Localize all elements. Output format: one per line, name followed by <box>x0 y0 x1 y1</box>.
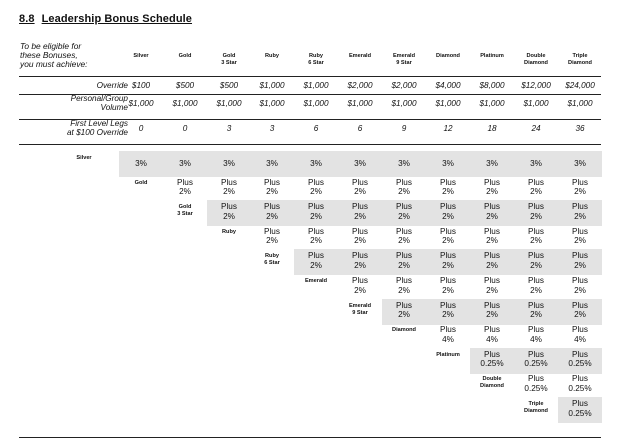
bonus-percent: 2% <box>223 187 235 197</box>
bonus-rank-line1: Gold <box>178 204 192 211</box>
bonus-rank-line1: Platinum <box>436 351 460 358</box>
bonus-plus: Plus <box>440 251 456 261</box>
bonus-plus: Plus <box>572 300 588 310</box>
rank-header-line2: 9 Star <box>396 59 412 66</box>
bonus-cell <box>558 399 602 418</box>
bonus-cell <box>163 178 207 197</box>
bonus-percent: 4% <box>530 334 542 344</box>
rank-header-line1: Diamond <box>436 53 460 59</box>
bonus-plus: Plus <box>528 202 544 212</box>
bonus-percent: 0.25% <box>568 383 592 393</box>
rank-header <box>382 53 426 67</box>
requirement-value: $500 <box>175 81 195 90</box>
bonus-cell <box>338 227 382 246</box>
requirement-value: $1,000 <box>479 99 505 108</box>
bonus-cell <box>250 178 294 197</box>
bonus-percent: 2% <box>354 285 366 295</box>
rank-header <box>294 53 338 67</box>
bonus-cell <box>294 202 338 221</box>
bonus-plus: Plus <box>221 202 237 212</box>
bonus-cell <box>382 178 426 197</box>
bonus-percent: 2% <box>310 236 322 246</box>
bonus-cell <box>426 159 470 169</box>
bonus-percent: 2% <box>310 211 322 221</box>
bonus-plus: Plus <box>396 202 412 212</box>
requirement-value: $2,000 <box>347 81 373 90</box>
bonus-percent: 4% <box>486 334 498 344</box>
bonus-plus: Plus <box>221 177 237 187</box>
bonus-percent: 2% <box>530 285 542 295</box>
bonus-plus: Plus <box>528 349 544 359</box>
bonus-cell <box>382 251 426 270</box>
eligibility-intro <box>20 42 88 69</box>
bonus-plus: Plus <box>528 300 544 310</box>
bonus-percent: 2% <box>442 285 454 295</box>
rank-header <box>250 53 294 60</box>
bonus-cell <box>514 350 558 369</box>
bonus-plus: Plus <box>528 226 544 236</box>
bonus-rank-line1: Triple <box>528 401 544 407</box>
bonus-cell <box>250 159 294 169</box>
bonus-cell <box>558 159 602 169</box>
rank-header-line1: Ruby <box>265 53 279 59</box>
bonus-cell <box>426 325 470 344</box>
bonus-plus: Plus <box>572 349 588 359</box>
bonus-percent: 0.25% <box>480 359 504 369</box>
requirement-value: 6 <box>313 124 319 133</box>
bonus-plus: Plus <box>264 202 280 212</box>
bonus-percent: 2% <box>266 211 278 221</box>
intro-line: To be eligible for <box>20 41 82 51</box>
bonus-rank-line2: 6 Star <box>264 260 280 267</box>
bonus-cell <box>470 301 514 320</box>
section-title-text: Leadership Bonus Schedule <box>41 13 193 25</box>
bonus-cell <box>558 350 602 369</box>
requirement-value: $12,000 <box>521 81 551 90</box>
bonus-cell <box>294 159 338 169</box>
bonus-percent: 0.25% <box>568 359 592 369</box>
bonus-cell <box>294 227 338 246</box>
bonus-percent: 2% <box>530 236 542 246</box>
requirement-value: 18 <box>487 124 497 133</box>
bonus-cell <box>426 251 470 270</box>
bonus-cell <box>426 301 470 320</box>
bonus-plus: Plus <box>528 325 544 335</box>
bonus-row-rank <box>477 376 507 390</box>
bonus-cell <box>558 325 602 344</box>
requirement-label-line1: First Level Legs <box>70 119 128 128</box>
bonus-plus: Plus <box>572 399 588 408</box>
bonus-percent: 2% <box>486 236 498 246</box>
bonus-row-rank <box>214 229 244 236</box>
bonus-plus: Plus <box>572 226 588 236</box>
rank-header <box>426 53 470 60</box>
bonus-value: 3% <box>266 159 278 168</box>
bonus-rank-line1: Double <box>482 376 502 383</box>
bonus-plus: Plus <box>484 276 500 285</box>
requirement-value: 12 <box>443 124 453 133</box>
bonus-percent: 2% <box>574 187 586 197</box>
bonus-cell <box>514 202 558 221</box>
intro-line: these Bonuses, <box>20 50 78 60</box>
bonus-plus: Plus <box>352 251 368 261</box>
bonus-plus: Plus <box>264 177 280 187</box>
bonus-rank-line1: Gold <box>134 179 148 186</box>
requirement-value: 6 <box>357 124 363 133</box>
bonus-plus: Plus <box>396 226 412 236</box>
bonus-cell <box>207 178 251 197</box>
bonus-plus: Plus <box>440 276 456 285</box>
bonus-value: 3% <box>442 159 454 168</box>
requirement-value: $1,000 <box>391 99 417 108</box>
requirement-value: 9 <box>401 124 407 133</box>
requirement-value: $4,000 <box>435 81 461 90</box>
bonus-percent: 2% <box>398 310 410 320</box>
bonus-percent: 2% <box>530 211 542 221</box>
requirement-value: $1,000 <box>303 99 329 108</box>
bonus-cell <box>163 159 207 169</box>
bonus-cell <box>207 159 251 169</box>
requirement-label-line2: at $100 Override <box>67 128 128 137</box>
bonus-value: 3% <box>530 159 542 168</box>
bonus-row-rank <box>170 204 200 218</box>
bonus-cell <box>294 251 338 270</box>
bonus-cell <box>119 159 163 169</box>
bonus-percent: 2% <box>486 211 498 221</box>
bonus-percent: 2% <box>530 187 542 197</box>
bonus-rank-line2: 9 Star <box>352 309 368 316</box>
bonus-value: 3% <box>223 159 235 168</box>
bonus-cell <box>514 159 558 169</box>
bonus-plus: Plus <box>352 202 368 212</box>
bonus-plus: Plus <box>572 251 588 261</box>
bonus-rank-line1: Ruby <box>265 253 279 260</box>
bonus-percent: 2% <box>574 236 586 246</box>
bonus-cell <box>558 178 602 197</box>
bonus-plus: Plus <box>396 276 412 285</box>
rank-header <box>338 53 382 60</box>
rank-header <box>558 53 602 67</box>
bonus-cell <box>514 227 558 246</box>
bonus-percent: 2% <box>354 236 366 246</box>
bonus-rank-line1: Silver <box>76 155 92 161</box>
bonus-rank-line2: Diamond <box>524 408 548 414</box>
bonus-plus: Plus <box>396 251 412 261</box>
bonus-cell <box>338 159 382 169</box>
rank-header-line1: Silver <box>133 53 149 59</box>
bonus-cell <box>426 227 470 246</box>
bonus-percent: 2% <box>442 260 454 270</box>
table-rule <box>19 76 601 77</box>
bonus-plus: Plus <box>440 202 456 212</box>
bonus-cell <box>514 178 558 197</box>
bonus-plus: Plus <box>528 251 544 261</box>
rank-header <box>514 53 558 67</box>
bonus-plus: Plus <box>440 300 456 310</box>
bonus-cell <box>514 374 558 393</box>
bonus-percent: 2% <box>179 187 191 197</box>
bonus-plus: Plus <box>528 374 544 384</box>
bonus-row-rank <box>345 303 375 317</box>
requirement-value: $1,000 <box>523 99 549 108</box>
bonus-percent: 2% <box>398 260 410 270</box>
bonus-value: 3% <box>574 159 586 168</box>
bonus-cell <box>207 202 251 221</box>
bonus-plus: Plus <box>308 177 324 187</box>
rank-header <box>207 53 251 67</box>
bonus-cell <box>382 276 426 295</box>
bonus-rank-line1: Diamond <box>392 327 416 334</box>
requirement-value: 0 <box>138 124 144 133</box>
bonus-plus: Plus <box>484 226 500 236</box>
bonus-cell <box>382 227 426 246</box>
bonus-cell <box>514 301 558 320</box>
bonus-cell <box>514 251 558 270</box>
bonus-plus: Plus <box>308 251 324 261</box>
bonus-percent: 2% <box>442 310 454 320</box>
requirement-value: $8,000 <box>479 81 505 90</box>
bonus-percent: 2% <box>442 236 454 246</box>
bonus-cell <box>294 178 338 197</box>
rank-header-line1: Platinum <box>480 53 504 59</box>
bonus-plus: Plus <box>352 276 368 285</box>
bonus-percent: 0.25% <box>524 383 548 393</box>
bonus-row-rank <box>257 253 287 267</box>
bonus-percent: 2% <box>530 260 542 270</box>
bonus-percent: 4% <box>574 334 586 344</box>
bonus-plus: Plus <box>484 325 500 335</box>
bonus-plus: Plus <box>352 177 368 187</box>
bonus-value: 3% <box>310 159 322 168</box>
rank-header-line2: 6 Star <box>308 59 324 66</box>
bonus-row-rank <box>301 278 331 285</box>
bonus-plus: Plus <box>528 177 544 187</box>
bonus-plus: Plus <box>484 349 500 359</box>
bonus-cell <box>470 227 514 246</box>
bonus-row-rank <box>433 352 463 359</box>
bonus-cell <box>470 178 514 197</box>
bonus-rank-line2: Diamond <box>480 383 504 390</box>
requirement-value: $24,000 <box>565 81 595 90</box>
bonus-plus: Plus <box>440 325 456 335</box>
requirement-value: $100 <box>131 81 151 90</box>
requirement-label-line1: Override <box>96 81 128 90</box>
bonus-plus: Plus <box>572 276 588 285</box>
bonus-value: 3% <box>486 159 498 168</box>
bonus-value: 3% <box>398 159 410 168</box>
requirement-value: 0 <box>182 124 188 133</box>
bonus-cell <box>338 202 382 221</box>
bonus-plus: Plus <box>177 177 193 187</box>
bonus-plus: Plus <box>484 300 500 310</box>
bonus-cell <box>514 325 558 344</box>
bonus-value: 3% <box>179 159 191 168</box>
bonus-cell <box>558 301 602 320</box>
bonus-cell <box>558 227 602 246</box>
rank-header-line1: Double <box>526 53 546 59</box>
rank-header-line1: Emerald <box>392 53 416 59</box>
bonus-percent: 2% <box>310 187 322 197</box>
bonus-percent: 2% <box>486 187 498 197</box>
bonus-cell <box>338 178 382 197</box>
bonus-row-rank <box>69 155 99 162</box>
bonus-cell <box>382 301 426 320</box>
bonus-plus: Plus <box>396 300 412 310</box>
bonus-cell <box>514 276 558 295</box>
bonus-percent: 2% <box>574 260 586 270</box>
bonus-plus: Plus <box>484 202 500 212</box>
bonus-cell <box>382 159 426 169</box>
rank-header <box>163 53 207 60</box>
bonus-cell <box>558 276 602 295</box>
rank-header-line1: Triple <box>572 53 588 59</box>
bonus-cell <box>426 178 470 197</box>
bonus-rank-line1: Emerald <box>304 278 328 284</box>
requirement-value: $1,000 <box>567 99 593 108</box>
bonus-percent: 2% <box>223 211 235 221</box>
bonus-percent: 2% <box>398 187 410 197</box>
rank-header-line1: Gold <box>222 53 236 59</box>
bonus-plus: Plus <box>308 226 324 236</box>
bonus-row-rank <box>126 180 156 187</box>
rank-header-line2: Diamond <box>524 59 548 66</box>
bonus-cell <box>558 202 602 221</box>
requirement-value: $1,000 <box>435 99 461 108</box>
bonus-percent: 0.25% <box>524 359 548 369</box>
bonus-percent: 2% <box>530 310 542 320</box>
intro-line: you must achieve: <box>20 59 88 69</box>
requirement-value: $1,000 <box>347 99 373 108</box>
bonus-cell <box>250 227 294 246</box>
rank-header-line2: Diamond <box>568 59 592 66</box>
bonus-plus: Plus <box>528 276 544 285</box>
bonus-plus: Plus <box>484 251 500 261</box>
bonus-cell <box>338 276 382 295</box>
bonus-cell <box>470 350 514 369</box>
rank-header-line1: Ruby <box>309 53 323 59</box>
bonus-percent: 2% <box>574 285 586 295</box>
requirement-value: 36 <box>575 124 585 133</box>
bonus-plus: Plus <box>572 325 588 335</box>
bonus-cell <box>426 202 470 221</box>
bonus-plus: Plus <box>440 226 456 236</box>
bonus-cell <box>558 374 602 393</box>
bonus-percent: 4% <box>442 334 454 344</box>
bonus-plus: Plus <box>352 226 368 236</box>
table-rule <box>19 437 601 438</box>
requirement-value: 3 <box>269 124 275 133</box>
requirement-value: $500 <box>219 81 239 90</box>
bonus-cell <box>470 202 514 221</box>
bonus-rank-line1: Emerald <box>348 302 372 309</box>
bonus-percent: 2% <box>442 187 454 197</box>
requirement-value: $1,000 <box>216 99 242 108</box>
bonus-plus: Plus <box>484 177 500 187</box>
bonus-row-rank <box>389 327 419 334</box>
requirement-label-line1: Personal/Group <box>70 94 128 103</box>
bonus-percent: 2% <box>398 236 410 246</box>
bonus-plus: Plus <box>572 374 588 384</box>
bonus-percent: 2% <box>266 187 278 197</box>
bonus-percent: 2% <box>266 236 278 246</box>
rank-header <box>470 53 514 60</box>
bonus-plus: Plus <box>264 226 280 236</box>
table-rule <box>19 144 601 145</box>
bonus-percent: 2% <box>354 260 366 270</box>
bonus-cell <box>470 159 514 169</box>
bonus-percent: 2% <box>442 211 454 221</box>
bonus-value: 3% <box>354 159 366 168</box>
rank-header-line1: Emerald <box>348 53 372 59</box>
bonus-rank-line1: Ruby <box>222 228 236 235</box>
bonus-cell <box>382 202 426 221</box>
rank-header-line2: 3 Star <box>221 59 237 66</box>
requirement-value: $1,000 <box>172 99 198 108</box>
bonus-value: 3% <box>135 159 147 168</box>
requirement-value: $1,000 <box>128 99 154 108</box>
bonus-percent: 2% <box>398 285 410 295</box>
bonus-percent: 0.25% <box>568 408 592 418</box>
requirement-value: $2,000 <box>391 81 417 90</box>
bonus-percent: 2% <box>398 211 410 221</box>
bonus-cell <box>470 251 514 270</box>
section-number: 8.8 <box>19 13 35 25</box>
bonus-plus: Plus <box>440 177 456 187</box>
bonus-cell <box>426 276 470 295</box>
requirement-value: 3 <box>226 124 232 133</box>
bonus-cell <box>470 325 514 344</box>
bonus-percent: 2% <box>354 211 366 221</box>
bonus-percent: 2% <box>354 187 366 197</box>
requirement-label-line2: Volume <box>100 103 128 112</box>
section-title <box>19 13 192 25</box>
requirement-value: 24 <box>531 124 541 133</box>
bonus-cell <box>470 276 514 295</box>
bonus-percent: 2% <box>486 260 498 270</box>
bonus-plus: Plus <box>572 177 588 187</box>
bonus-row-rank <box>521 401 551 415</box>
bonus-cell <box>558 251 602 270</box>
bonus-percent: 2% <box>486 285 498 295</box>
requirement-value: $1,000 <box>259 99 285 108</box>
requirement-value: $1,000 <box>259 81 285 90</box>
rank-header-line1: Gold <box>178 53 192 59</box>
bonus-percent: 2% <box>574 310 586 320</box>
requirement-value: $1,000 <box>303 81 329 90</box>
bonus-cell <box>338 251 382 270</box>
rank-header <box>119 53 163 60</box>
bonus-rank-line2: 3 Star <box>177 211 193 218</box>
bonus-percent: 2% <box>574 211 586 221</box>
bonus-cell <box>250 202 294 221</box>
bonus-plus: Plus <box>396 177 412 187</box>
bonus-plus: Plus <box>308 202 324 212</box>
bonus-percent: 2% <box>310 260 322 270</box>
bonus-percent: 2% <box>486 310 498 320</box>
bonus-plus: Plus <box>572 202 588 212</box>
